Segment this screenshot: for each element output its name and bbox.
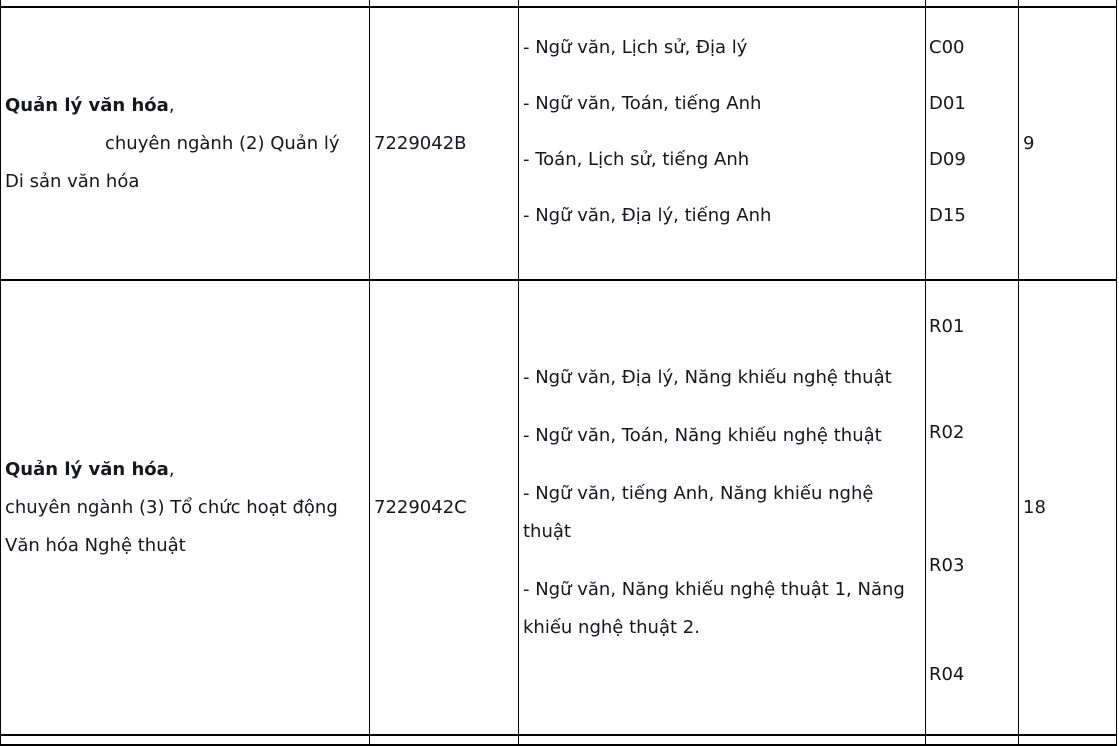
program-name-bold: Quản lý văn hóa <box>5 94 169 116</box>
combination-code: R04 <box>929 664 965 685</box>
program-name-comma: , <box>168 458 175 480</box>
combination-code: D09 <box>929 149 966 170</box>
bottom-partial-cell-combos <box>519 736 926 746</box>
top-partial-cell-combos <box>519 0 926 8</box>
top-partial-cell-code <box>370 0 519 8</box>
program-name-line-2: chuyên ngành (3) Tổ chức hoạt động <box>5 496 338 518</box>
combination-line: - Ngữ văn, Toán, Năng khiếu nghệ thuật <box>523 425 882 446</box>
combination-code: R03 <box>929 555 965 576</box>
combination-codes-cell <box>926 8 1019 281</box>
quota-value: 9 <box>1023 132 1035 154</box>
program-name-cell <box>1 281 370 736</box>
program-name-line-1 <box>5 87 367 125</box>
bottom-partial-cell-code <box>370 736 519 746</box>
combination-line: - Toán, Lịch sử, tiếng Anh <box>523 149 750 170</box>
program-name-bold: Quản lý văn hóa <box>5 458 169 480</box>
combination-paragraph <box>523 417 925 455</box>
combination-code: D01 <box>929 93 966 114</box>
combination-paragraph <box>523 475 925 551</box>
bottom-partial-cell-quota <box>1019 736 1117 746</box>
program-code: 7229042B <box>374 132 467 154</box>
quota-cell <box>1019 281 1117 736</box>
combination-line: - Ngữ văn, Địa lý, tiếng Anh <box>523 205 772 226</box>
top-partial-cell-quota <box>1019 0 1117 8</box>
combination-code: C00 <box>929 37 965 58</box>
combination-code: D15 <box>929 205 966 226</box>
combination-paragraph <box>523 359 925 397</box>
combination-paragraph <box>523 571 925 647</box>
combination-codes-cell <box>926 281 1019 736</box>
program-name-cell <box>1 8 370 281</box>
program-code-cell <box>370 8 519 281</box>
program-name-comma: , <box>168 94 175 116</box>
quota-value: 18 <box>1023 496 1046 518</box>
combination-line-wrap: khiếu nghệ thuật 2. <box>523 617 700 638</box>
combination-code: R02 <box>929 422 965 443</box>
program-name-line-3: Văn hóa Nghệ thuật <box>5 534 186 556</box>
program-name-line-1 <box>5 451 367 489</box>
subject-combinations-cell <box>519 8 926 281</box>
quota-cell <box>1019 8 1117 281</box>
combination-line: - Ngữ văn, Lịch sử, Địa lý <box>523 37 748 58</box>
top-partial-cell-name <box>1 0 370 8</box>
combination-line: - Ngữ văn, Toán, tiếng Anh <box>523 93 762 114</box>
subject-combinations-cell <box>519 281 926 736</box>
combination-line: - Ngữ văn, tiếng Anh, Năng khiếu nghệ <box>523 483 874 504</box>
program-name-line-2: chuyên ngành (2) Quản lý <box>105 132 340 154</box>
top-partial-cell-combo-codes <box>926 0 1019 8</box>
combination-line: - Ngữ văn, Năng khiếu nghệ thuật 1, Năng <box>523 579 905 600</box>
combination-line: - Ngữ văn, Địa lý, Năng khiếu nghệ thuật <box>523 367 892 388</box>
bottom-partial-cell-combo-codes <box>926 736 1019 746</box>
bottom-partial-cell-name <box>1 736 370 746</box>
combination-line-wrap: thuật <box>523 521 571 542</box>
combination-code: R01 <box>929 316 965 337</box>
program-name-line-3: Di sản văn hóa <box>5 170 140 192</box>
program-code: 7229042C <box>374 496 467 518</box>
program-code-cell <box>370 281 519 736</box>
